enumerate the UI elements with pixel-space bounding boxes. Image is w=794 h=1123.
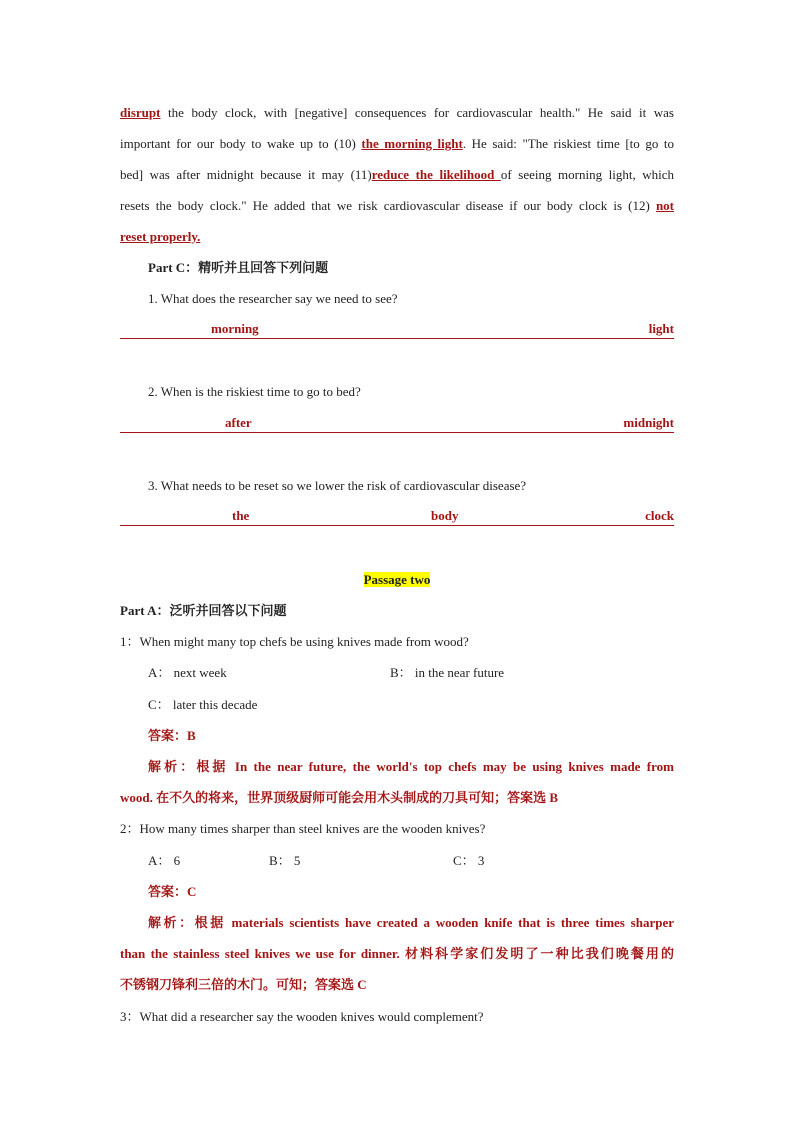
text-line-2: important for our body to wake up to (10) the morning light. He said: "The riskiest time [to go to <box>120 136 674 151</box>
part-a-title: Part A：泛听并回答以下问题 <box>120 603 287 618</box>
answer-reduce-likelihood: reduce the likelihood <box>371 167 501 182</box>
question-1: 1：When might many top chefs be using knives made from wood? <box>120 634 469 649</box>
text-line-5 <box>120 227 674 247</box>
part-c-question-2: 2. When is the riskiest time to go to bed? <box>148 384 361 399</box>
text-line-3: bed] was after midnight because it may (11)reduce the likelihood of seeing morning light, which <box>120 167 674 182</box>
option-a: A： next week <box>148 665 227 680</box>
explanation-1-line-2: wood. 在不久的将来，世界顶级厨师可能会用木头制成的刀具可知；答案选 B <box>120 790 559 805</box>
answer-2: 答案：C <box>148 884 197 899</box>
passage-two-title-wrap <box>120 570 674 590</box>
explanation-2-line-1: 解析：根据 materials scientists have created a wooden knife that is three times sharper <box>148 915 674 930</box>
option-c: C： later this decade <box>148 697 258 712</box>
explanation-2-line-3: 不锈钢刀锋利三倍的木门。可知；答案选 C <box>120 977 367 992</box>
answer-1: 答案：B <box>148 728 196 743</box>
answer-word: midnight <box>623 415 674 430</box>
part-c-title: Part C：精听并且回答下列问题 <box>148 260 329 275</box>
answer-line-2 <box>120 412 674 433</box>
option-a: A： 6 <box>148 853 181 868</box>
answer-word: body <box>431 508 459 523</box>
explanation-1-line-1: 解析：根据 In the near future, the world's top chefs may be using knives made from <box>148 759 674 774</box>
option-b: B： 5 <box>269 853 301 868</box>
answer-word: morning <box>211 321 259 336</box>
question-3: 3：What did a researcher say the wooden knives would complement? <box>120 1009 484 1024</box>
option-c: C： 3 <box>453 853 485 868</box>
part-c-question-1: 1. What does the researcher say we need to see? <box>148 291 398 306</box>
answer-word: after <box>225 415 252 430</box>
question-2: 2：How many times sharper than steel knives are the wooden knives? <box>120 821 486 836</box>
passage-two-title: Passage two <box>363 572 431 587</box>
answer-word: light <box>648 321 674 336</box>
text-line-4: resets the body clock." He added that we risk cardiovascular disease if our body clock is (12) not <box>120 198 674 213</box>
text-line-1: disrupt the body clock, with [negative] consequences for cardiovascular health." He said it was <box>120 105 674 120</box>
part-c-question-3: 3. What needs to be reset so we lower the risk of cardiovascular disease? <box>148 478 527 493</box>
option-b: B： in the near future <box>390 665 505 680</box>
answer-morning-light: the morning light <box>361 136 463 151</box>
answer-not: not <box>655 198 674 213</box>
answer-reset-properly: reset properly. <box>120 229 201 244</box>
answer-word: clock <box>645 508 674 523</box>
answer-word: the <box>232 508 250 523</box>
answer-disrupt: disrupt <box>120 105 161 120</box>
answer-line-1 <box>120 318 674 339</box>
answer-line-3 <box>120 505 674 526</box>
explanation-2-line-2: than the stainless steel knives we use for dinner. 材料科学家们发明了一种比我们晚餐用的 <box>120 946 674 961</box>
